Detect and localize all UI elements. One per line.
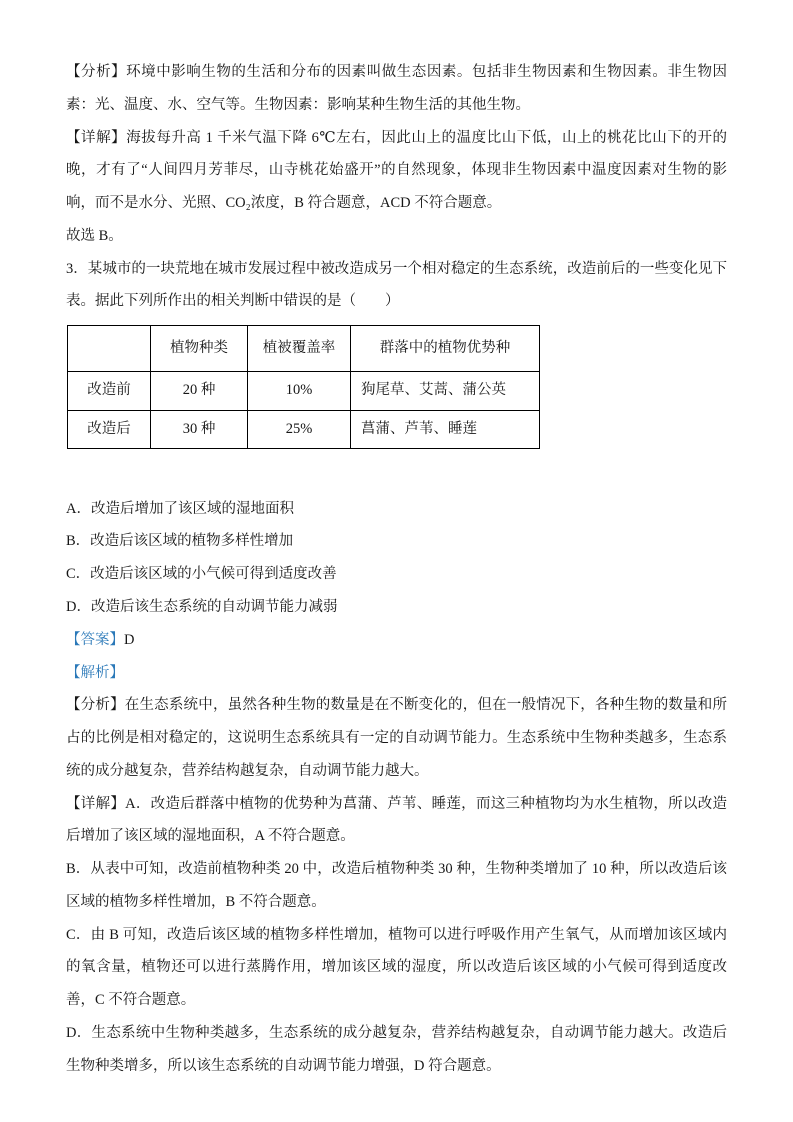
detail-label: 【详解】 (66, 129, 127, 146)
answer-label: 【答案】 (66, 631, 124, 648)
q3-detail-d: D．生态系统中生物种类越多，生态系统的成分越复杂，营养结构越复杂，自动调节能力越大。改造后生物种类增多，所以该生态系统的自动调节能力增强，D 符合题意。 (66, 1024, 727, 1074)
table-row-before (68, 372, 540, 410)
q3-detail-b: B．从表中可知，改造前植物种类 20 中，改造后植物种类 30 种，生物种类增加了 10 种，所以改造后该区域的植物多样性增加，B 不符合题意。 (66, 861, 727, 910)
q3-detail-a (66, 788, 727, 854)
explanation-line (66, 657, 727, 690)
q2-analysis-text: 环境中影响生物的生活和分布的因素叫做生态因素。包括非生物因素和生物因素。非生物因素：光、温度、水、空气等。生物因素：影响某种生物生活的其他生物。 (66, 64, 727, 113)
option-d: D．改造后该生态系统的自动调节能力减弱 (66, 598, 338, 615)
q2-conclusion: 故选 B。 (66, 227, 123, 244)
cell-coverage: 25% (248, 410, 351, 448)
analysis-label: 【分析】 (66, 697, 125, 714)
option-a: A．改造后增加了该区域的湿地面积 (66, 500, 294, 517)
option-b: B．改造后该区域的植物多样性增加 (66, 533, 294, 550)
table-header-empty (68, 326, 151, 372)
row-label: 改造后 (68, 410, 151, 448)
q3-analysis-paragraph (66, 689, 727, 787)
row-label: 改造前 (68, 372, 151, 410)
table-header-coverage: 植被覆盖率 (248, 326, 351, 372)
cell-dominant: 狗尾草、艾蒿、蒲公英 (351, 372, 540, 410)
explanation-label: 【解析】 (66, 664, 124, 681)
answer-line (66, 624, 727, 657)
cell-coverage: 10% (248, 372, 351, 410)
cell-species: 30 种 (151, 410, 248, 448)
cell-dominant: 菖蒲、芦苇、睡莲 (351, 410, 540, 448)
analysis-label: 【分析】 (66, 64, 127, 80)
table-header-row (68, 326, 540, 372)
q3-detail-a-text: A．改造后群落中植物的优势种为菖蒲、芦苇、睡莲，而这三种植物均为水生植物，所以改造后增加了该区域的湿地面积，A 不符合题意。 (66, 795, 728, 845)
q3-stem: 3．某城市的一块荒地在城市发展过程中被改造成另一个相对稳定的生态系统，改造前后的一些变化见下表。据此下列所作出的相关判断中错误的是（ ） (66, 260, 727, 310)
q2-detail-text: 海拔每升高 1 千米气温下降 6℃左右，因此山上的温度比山下低，山上的桃花比山下的开的晚，才有了“人间四月芳菲尽，山寺桃花始盛开”的自然现象，体现非生物因素中温度因素对生物的影响，而不是水分、光照、CO₂浓度，B 符合题意，ACD 不符合题意。 (66, 129, 728, 212)
table-header-dominant: 群落中的植物优势种 (351, 326, 540, 372)
detail-label: 【详解】 (66, 795, 126, 812)
option-c: C．改造后该区域的小气候可得到适度改善 (66, 566, 337, 583)
q3-analysis-text: 在生态系统中，虽然各种生物的数量是在不断变化的，但在一般情况下，各种生物的数量和所占的比例是相对稳定的，这说明生态系统具有一定的自动调节能力。生态系统中生物种类越多，生态系统的成分越复杂，营养结构越复杂，自动调节能力越大。 (66, 697, 728, 779)
change-comparison-table (67, 325, 540, 449)
q2-analysis-paragraph (66, 56, 727, 122)
q2-detail-paragraph (66, 122, 727, 220)
q3-detail-c: C．由 B 可知，改造后该区域的植物多样性增加，植物可以进行呼吸作用产生氧气，从而增加该区域内的氧含量，植物还可以进行蒸腾作用，增加该区域的湿度，所以改造后该区域的小气候可得到适度改善，C 不符合题意。 (66, 926, 727, 1009)
table-row-after (68, 410, 540, 448)
table-header-species: 植物种类 (151, 326, 248, 372)
cell-species: 20 种 (151, 372, 248, 410)
answer-value: D (124, 631, 135, 648)
